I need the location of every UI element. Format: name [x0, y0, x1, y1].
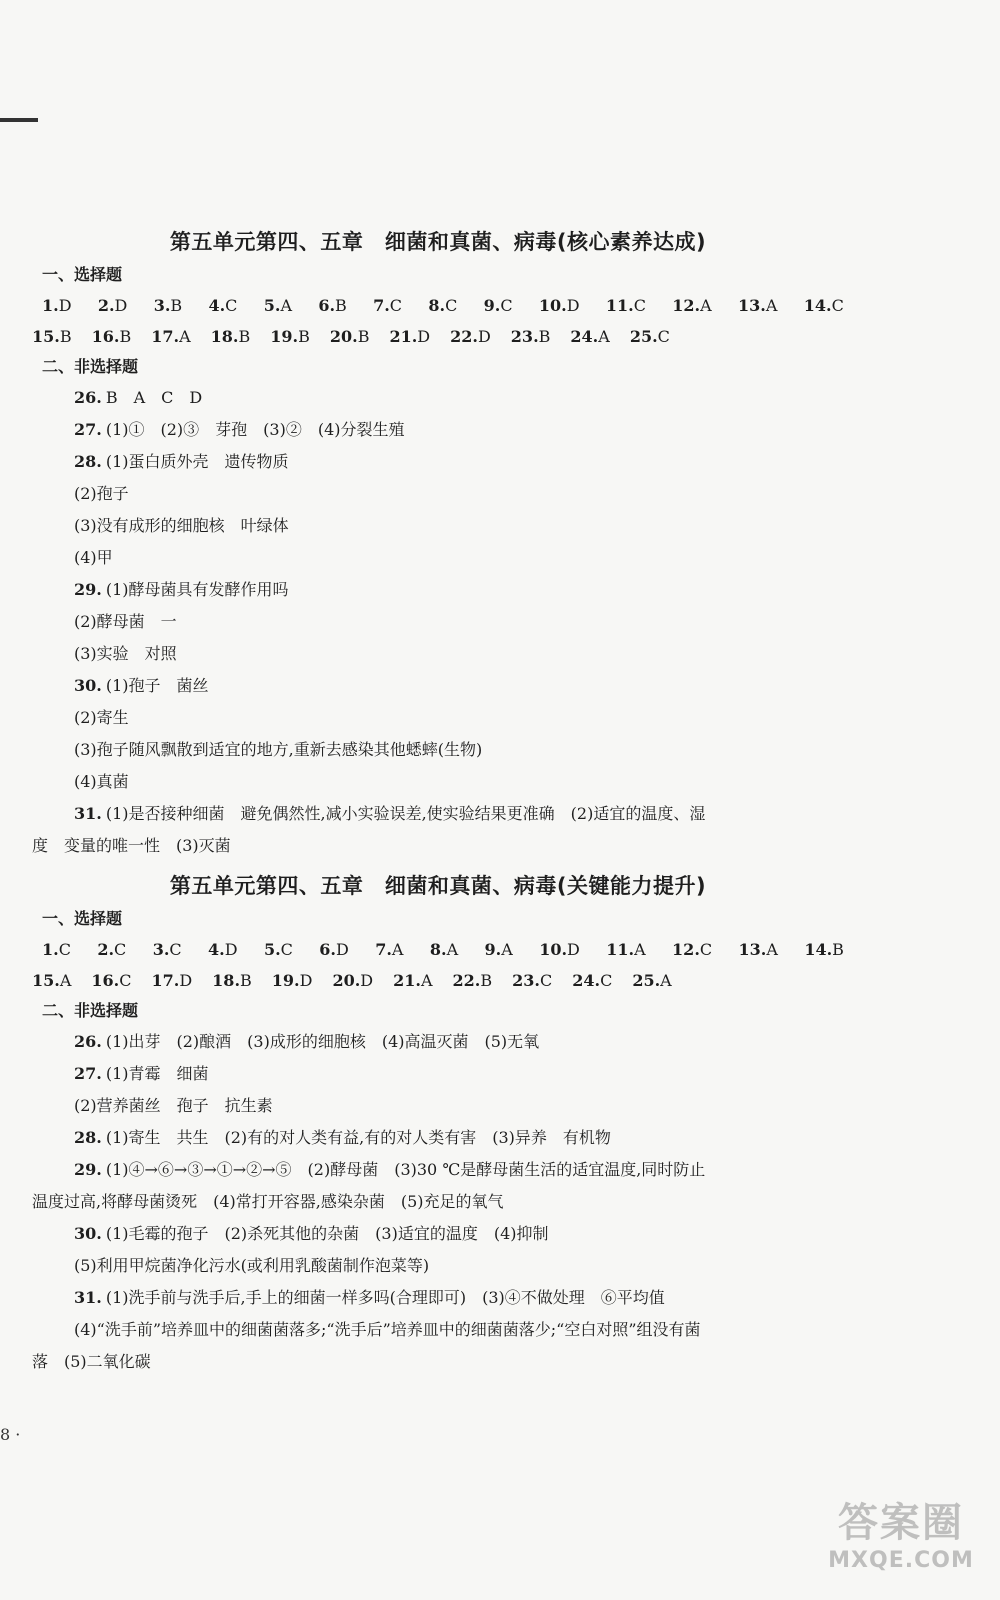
question-number: 19.	[270, 327, 299, 346]
answer-letter: B	[335, 296, 347, 315]
question-number: 4.	[208, 296, 226, 315]
answer-letter: B	[298, 327, 310, 346]
answer-text: (1)蛋白质外壳 遗传物质	[105, 452, 289, 471]
question-number: 22.	[450, 327, 478, 346]
answer-line	[32, 734, 844, 766]
answer-letter: A	[700, 296, 712, 315]
answer-line	[32, 1026, 844, 1058]
answer-letter: D	[360, 971, 374, 990]
question-number: 5.	[263, 940, 281, 959]
answer-letter: C	[500, 296, 513, 315]
mc-answer	[511, 321, 551, 352]
question-number: 2.	[97, 296, 115, 315]
mc-heading: 一、选择题	[42, 265, 123, 284]
mc-answer	[804, 934, 844, 965]
mc-answer	[393, 965, 432, 996]
question-number: 18.	[210, 327, 239, 346]
question-number: 6.	[318, 296, 336, 315]
question-number: 16.	[91, 971, 120, 990]
answer-line	[32, 542, 844, 574]
mc-answers-row-1	[32, 290, 844, 321]
mc-answer	[332, 965, 373, 996]
mc-answer	[154, 290, 182, 321]
answer-text: 温度过高,将酵母菌烫死 (4)常打开容器,感染杂菌 (5)充足的氧气	[32, 1192, 504, 1211]
answer-text: B A C D	[105, 388, 203, 407]
corner-mark	[0, 118, 38, 122]
answer-letter: C	[389, 296, 403, 315]
question-number: 28.	[74, 1128, 102, 1147]
answer-text: (1)酵母菌具有发酵作用吗	[105, 580, 289, 599]
question-number: 15.	[32, 971, 60, 990]
mc-answer	[264, 934, 293, 965]
answer-letter: A	[765, 296, 778, 315]
answer-text: (2)寄生	[74, 708, 129, 727]
question-number: 24.	[572, 971, 601, 990]
answer-line	[32, 638, 844, 670]
mc-answer	[512, 965, 552, 996]
question-number: 11.	[606, 940, 635, 959]
mc-answer	[270, 321, 310, 352]
mc-answer	[319, 934, 349, 965]
question-number: 1.	[42, 940, 59, 959]
answer-line	[32, 414, 844, 446]
nonmc-answers	[32, 1026, 844, 1378]
question-number: 14.	[803, 296, 832, 315]
answer-line	[32, 1218, 844, 1250]
answer-line	[32, 1090, 844, 1122]
mc-answer	[92, 321, 132, 352]
question-number: 25.	[629, 327, 658, 346]
answer-letter: D	[58, 296, 72, 315]
mc-answer	[373, 290, 402, 321]
question-number: 20.	[329, 327, 358, 346]
answer-line	[32, 1250, 844, 1282]
answer-text: 落 (5)二氧化碳	[32, 1352, 151, 1371]
answer-letter: B	[119, 327, 132, 346]
mc-answer	[389, 321, 430, 352]
question-number: 3.	[152, 940, 170, 959]
answer-text: (2)营养菌丝 孢子 抗生素	[74, 1096, 273, 1115]
mc-answer	[453, 965, 493, 996]
question-number: 31.	[74, 1288, 102, 1307]
question-number: 6.	[319, 940, 336, 959]
question-number: 31.	[74, 804, 102, 823]
answer-line	[32, 670, 844, 702]
question-number: 5.	[263, 296, 281, 315]
question-number: 20.	[332, 971, 361, 990]
answer-letter: B	[480, 971, 493, 990]
nonmc-heading: 二、非选择题	[42, 1001, 139, 1020]
answer-letter: C	[445, 296, 458, 315]
mc-answer	[42, 290, 72, 321]
answer-letter: B	[238, 327, 251, 346]
question-number: 17.	[151, 971, 180, 990]
watermark-url: MXQE.COM	[828, 1548, 974, 1573]
answer-letter: D	[336, 940, 349, 959]
answer-text: (3)实验 对照	[74, 644, 177, 663]
mc-answer	[272, 965, 313, 996]
answer-text: (1)出芽 (2)酿酒 (3)成形的细胞核 (4)高温灭菌 (5)无氧	[105, 1032, 540, 1051]
question-number: 21.	[393, 971, 421, 990]
mc-answer	[428, 290, 457, 321]
question-number: 3.	[153, 296, 171, 315]
answer-letter: A	[598, 327, 610, 346]
mc-answer	[42, 934, 71, 965]
mc-answer	[97, 934, 126, 965]
answer-line	[32, 382, 844, 414]
mc-answer	[151, 321, 190, 352]
question-number: 9.	[483, 296, 501, 315]
question-number: 25.	[632, 971, 661, 990]
answer-text: (4)甲	[74, 548, 113, 567]
answer-line	[32, 798, 844, 830]
question-number: 8.	[428, 296, 446, 315]
answer-text: (3)没有成形的细胞核 叶绿体	[74, 516, 289, 535]
answer-text: (1)④→⑥→③→①→②→⑤ (2)酵母菌 (3)30 ℃是酵母菌生活的适宜温度,同时防止	[105, 1160, 706, 1179]
answer-letter: C	[280, 940, 293, 959]
question-number: 22.	[452, 971, 481, 990]
question-number: 8.	[429, 940, 447, 959]
mc-answer	[630, 321, 670, 352]
answer-letter: C	[119, 971, 132, 990]
nonmc-heading: 二、非选择题	[42, 357, 139, 376]
answer-letter: C	[539, 971, 553, 990]
question-number: 29.	[74, 580, 102, 599]
answer-letter: C	[633, 296, 646, 315]
question-number: 28.	[74, 452, 102, 471]
watermark-logo	[816, 1498, 986, 1588]
mc-answer	[738, 290, 777, 321]
answer-text: (5)利用甲烷菌净化污水(或利用乳酸菌制作泡菜等)	[74, 1256, 430, 1275]
answer-letter: A	[420, 971, 433, 990]
answer-letter: B	[170, 296, 183, 315]
mc-answer	[450, 321, 491, 352]
mc-answer	[606, 290, 646, 321]
mc-answer	[32, 965, 71, 996]
answer-line	[32, 1058, 844, 1090]
answer-text: (4)“洗手前”培养皿中的细菌菌落多;“洗手后”培养皿中的细菌菌落少;“空白对照”组没有菌	[74, 1320, 701, 1339]
answer-line	[32, 1282, 844, 1314]
answer-text: (1)寄生 共生 (2)有的对人类有益,有的对人类有害 (3)异养 有机物	[105, 1128, 611, 1147]
answer-letter: A	[501, 940, 513, 959]
answer-line	[32, 574, 844, 606]
mc-answer	[153, 934, 182, 965]
mc-answer	[264, 290, 292, 321]
mc-answer	[152, 965, 193, 996]
mc-answer	[430, 934, 458, 965]
answer-letter: D	[417, 327, 431, 346]
question-number: 1.	[42, 296, 59, 315]
mc-answer	[98, 290, 128, 321]
mc-answer	[485, 934, 513, 965]
answer-letter: B	[832, 940, 844, 959]
answer-text: (1)孢子 菌丝	[105, 676, 209, 695]
answer-line	[32, 766, 844, 798]
mc-answer	[672, 934, 712, 965]
answer-letter: A	[766, 940, 778, 959]
section-title: 第五单元第四、五章 细菌和真菌、病毒(核心素养达成)	[169, 230, 707, 254]
answer-letter: B	[538, 327, 551, 346]
mc-answer	[484, 290, 513, 321]
answer-letter: D	[567, 940, 580, 959]
answer-letter: A	[634, 940, 646, 959]
answer-line	[32, 1346, 844, 1378]
mc-heading: 一、选择题	[42, 909, 123, 928]
answer-letter: C	[225, 296, 238, 315]
mc-answer	[570, 321, 609, 352]
answer-letter: A	[660, 971, 672, 990]
question-number: 19.	[271, 971, 300, 990]
answer-letter: C	[169, 940, 182, 959]
answer-text: (2)酵母菌 一	[74, 612, 177, 631]
question-number: 16.	[91, 327, 120, 346]
answer-letter: A	[179, 327, 191, 346]
section-key-ability	[32, 868, 844, 1378]
mc-answer	[330, 321, 370, 352]
answer-letter: D	[179, 971, 193, 990]
mc-answer	[606, 934, 645, 965]
answer-text: 度 变量的唯一性 (3)灭菌	[32, 836, 231, 855]
question-number: 2.	[97, 940, 115, 959]
question-number: 15.	[32, 327, 60, 346]
answer-letter: D	[477, 327, 491, 346]
answer-letter: C	[600, 971, 613, 990]
question-number: 17.	[151, 327, 180, 346]
mc-answer	[212, 965, 252, 996]
answer-text: (1)① (2)③ 芽孢 (3)② (4)分裂生殖	[105, 420, 405, 439]
answer-line	[32, 702, 844, 734]
nonmc-answers	[32, 382, 844, 862]
answer-text: (1)是否接种细菌 避免偶然性,减小实验误差,使实验结果更准确 (2)适宜的温度、湿	[105, 804, 706, 823]
answer-text: (4)真菌	[74, 772, 129, 791]
question-number: 27.	[74, 420, 102, 439]
mc-answer	[539, 290, 580, 321]
mc-answer	[572, 965, 612, 996]
mc-answer	[32, 321, 72, 352]
question-number: 9.	[484, 940, 502, 959]
question-number: 30.	[74, 676, 102, 695]
mc-answer	[539, 934, 580, 965]
answer-letter: A	[280, 296, 292, 315]
answer-line	[32, 1154, 844, 1186]
mc-answer	[91, 965, 131, 996]
mc-answer	[318, 290, 346, 321]
answer-letter: D	[299, 971, 313, 990]
question-number: 26.	[74, 388, 102, 407]
answer-letter: D	[224, 940, 238, 959]
question-number: 30.	[74, 1224, 102, 1243]
answer-letter: D	[114, 296, 128, 315]
mc-answer	[208, 290, 237, 321]
mc-answer	[804, 290, 844, 321]
mc-answers-row-2	[32, 321, 844, 352]
answer-line	[32, 830, 844, 862]
mc-answer	[211, 321, 251, 352]
answer-text: (2)孢子	[74, 484, 129, 503]
answer-line	[32, 1314, 844, 1346]
question-number: 14.	[804, 940, 833, 959]
page-number: 8 ·	[0, 1425, 21, 1444]
answer-text: (3)孢子随风飘散到适宜的地方,重新去感染其他蟋蟀(生物)	[74, 740, 483, 759]
mc-answer	[208, 934, 238, 965]
question-number: 23.	[510, 327, 539, 346]
question-number: 21.	[389, 327, 418, 346]
answer-line	[32, 510, 844, 542]
answer-letter: B	[240, 971, 252, 990]
answer-text: (1)毛霉的孢子 (2)杀死其他的杂菌 (3)适宜的温度 (4)抑制	[105, 1224, 549, 1243]
answer-letter: A	[446, 940, 459, 959]
question-number: 13.	[738, 940, 767, 959]
question-number: 24.	[570, 327, 599, 346]
answer-text: (1)洗手前与洗手后,手上的细菌一样多吗(合理即可) (3)④不做处理 ⑥平均值	[105, 1288, 665, 1307]
answer-line	[32, 478, 844, 510]
answer-letter: C	[58, 940, 71, 959]
mc-answers-row-1	[32, 934, 844, 965]
answer-line	[32, 446, 844, 478]
question-number: 18.	[212, 971, 241, 990]
question-number: 23.	[512, 971, 540, 990]
question-number: 4.	[208, 940, 225, 959]
answer-text: (1)青霉 细菌	[105, 1064, 209, 1083]
mc-answer	[672, 290, 711, 321]
answer-letter: C	[114, 940, 127, 959]
section-title: 第五单元第四、五章 细菌和真菌、病毒(关键能力提升)	[169, 874, 707, 898]
question-number: 10.	[539, 940, 568, 959]
question-number: 12.	[672, 940, 700, 959]
answer-letter: A	[59, 971, 72, 990]
answer-letter: C	[699, 940, 713, 959]
answer-letter: C	[657, 327, 670, 346]
answer-line	[32, 1122, 844, 1154]
answer-letter: B	[59, 327, 72, 346]
mc-answer	[632, 965, 671, 996]
mc-answers-row-2	[32, 965, 844, 996]
question-number: 7.	[375, 940, 392, 959]
answer-letter: C	[831, 296, 844, 315]
section-core-literacy	[32, 224, 844, 862]
answer-letter: B	[357, 327, 370, 346]
question-number: 12.	[672, 296, 701, 315]
question-number: 10.	[538, 296, 567, 315]
question-number: 7.	[373, 296, 390, 315]
mc-answer	[375, 934, 403, 965]
question-number: 13.	[738, 296, 766, 315]
question-number: 11.	[605, 296, 634, 315]
answer-line	[32, 1186, 844, 1218]
question-number: 29.	[74, 1160, 102, 1179]
answer-letter: D	[566, 296, 580, 315]
answer-line	[32, 606, 844, 638]
question-number: 27.	[74, 1064, 102, 1083]
question-number: 26.	[74, 1032, 102, 1051]
watermark-main: 答案圈	[838, 1500, 964, 1546]
mc-answer	[739, 934, 778, 965]
answer-letter: A	[391, 940, 404, 959]
